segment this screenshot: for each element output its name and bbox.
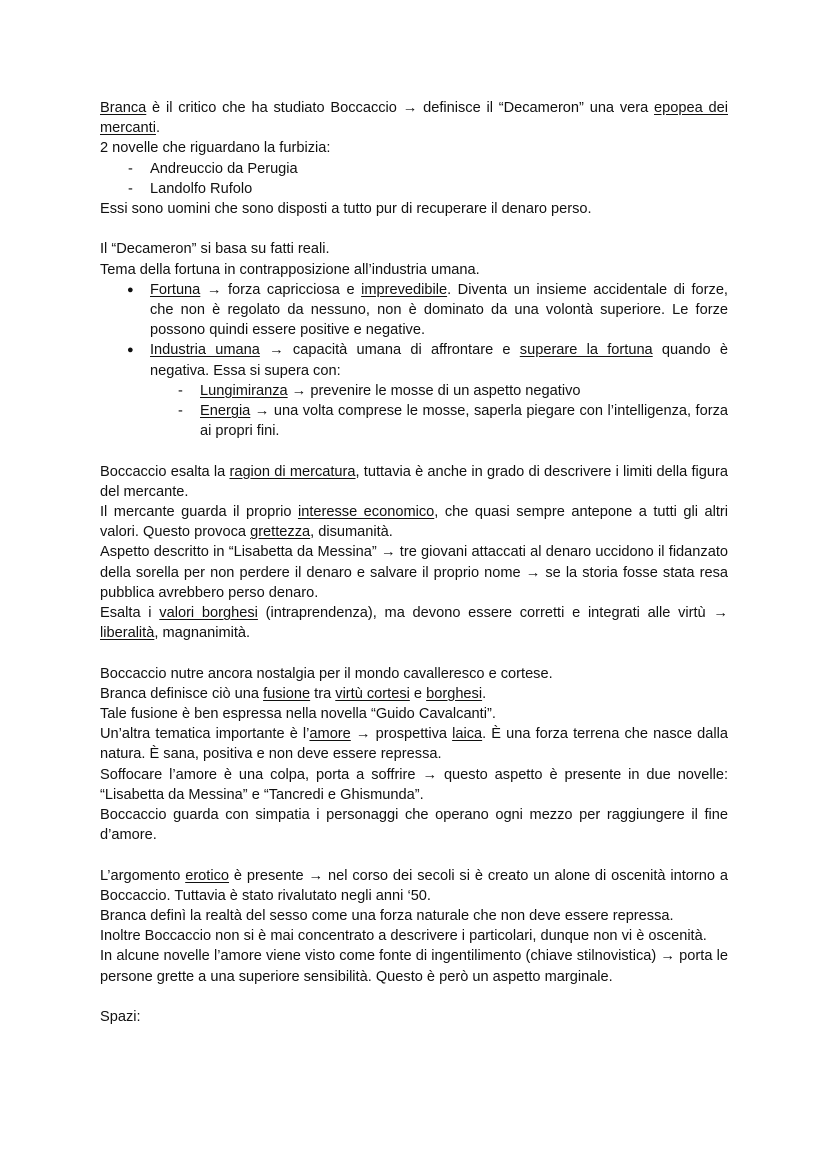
bullet-industria-umana: ● Industria umana → capacità umana di affrontare e superare la fortuna quando è negativa. Essa si supera con: [100,340,728,380]
paragraph-uomini: Essi sono uomini che sono disposti a tutto pur di recuperare il denaro perso. [100,201,592,218]
sub-list-industria [100,381,728,442]
paragraph-simpatia: Boccaccio guarda con simpatia i personaggi che operano ogni mezzo per raggiungere il fine d’amore. [100,807,728,844]
list-item: - Andreuccio da Perugia [100,159,728,179]
paragraph-interesse-economico: Il mercante guarda il proprio interesse economico, che quasi sempre antepone a tutti gli altri valori. Questo provoca grettezza, disumanità. [100,504,728,541]
paragraph-nostalgia: Boccaccio nutre ancora nostalgia per il mondo cavalleresco e cortese. [100,665,553,682]
paragraph-erotico: L’argomento erotico è presente → nel corso dei secoli si è creato un alone di oscenità intorno a Boccaccio. Tuttavia è stato rivalutato negli anni ‘50. [100,867,728,904]
paragraph-fatti-reali: Il “Decameron” si basa su fatti reali. [100,241,330,258]
paragraph-ingentilimento: In alcune novelle l’amore viene visto come fonte di ingentilimento (chiave stilnovistica) → porta le persone grette a una superiore sensibilità. Questo è però un aspetto marginale. [100,948,728,985]
paragraph-tema-fortuna: Tema della fortuna in contrapposizione all’industria umana. [100,261,480,278]
document-page [100,98,728,1027]
novelle-list [100,159,728,199]
paragraph-particolari: Inoltre Boccaccio non si è mai concentrato a descrivere i particolari, dunque non vi è oscenità. [100,928,707,945]
sub-item-lungimiranza: - Lungimiranza → prevenire le mosse di un aspetto negativo [100,381,728,401]
paragraph-valori-borghesi: Esalta i valori borghesi (intraprendenza), ma devono essere corretti e integrati alle virtù → liberalità, magnanimità. [100,605,728,642]
bullet-fortuna: ● Fortuna → forza capricciosa e imprevedibile. Diventa un insieme accidentale di forze, che non è regolato da nessuno, non è dominato da una volontà superiore. Le forze possono quindi essere positive e negative. [100,280,728,341]
paragraph-soffocare-amore: Soffocare l’amore è una colpa, porta a soffrire → questo aspetto è presente in due novelle: “Lisabetta da Messina” e “Tancredi e Ghismunda”. [100,766,728,803]
list-item: - Landolfo Rufolo [100,179,728,199]
paragraph-lisabetta: Aspetto descritto in “Lisabetta da Messina” → tre giovani attaccati al denaro uccidono il fidanzato della sorella per non perdere il denaro e salvare il proprio nome → se la storia fosse stata resa pubblica avrebbero perso denaro. [100,544,728,601]
paragraph-guido-cavalcanti: Tale fusione è ben espressa nella novella “Guido Cavalcanti”. [100,706,496,723]
sub-item-energia: - Energia → una volta comprese le mosse, saperla piegare con l’intelligenza, forza ai propri fini. [100,401,728,441]
paragraph-fusione: Branca definisce ciò una fusione tra virtù cortesi e borghesi. [100,685,487,702]
paragraph-amore: Un’altra tematica importante è l’amore → prospettiva laica. È una forza terrena che nasce dalla natura. È sana, positiva e non deve essere repressa. [100,726,728,763]
paragraph-sesso-forza-naturale: Branca definì la realtà del sesso come una forza naturale che non deve essere repressa. [100,908,674,925]
bullet-list-fortuna [100,280,728,381]
paragraph-novelle-furbizia: 2 novelle che riguardano la furbizia: [100,140,331,157]
paragraph-spazi: Spazi: [100,1009,141,1026]
paragraph-ragion-mercatura: Boccaccio esalta la ragion di mercatura, tuttavia è anche in grado di descrivere i limiti della figura del mercante. [100,463,729,500]
paragraph-branca-critic: Branca è il critico che ha studiato Boccaccio → definisce il “Decameron” una vera epopea dei mercanti. [100,100,728,137]
